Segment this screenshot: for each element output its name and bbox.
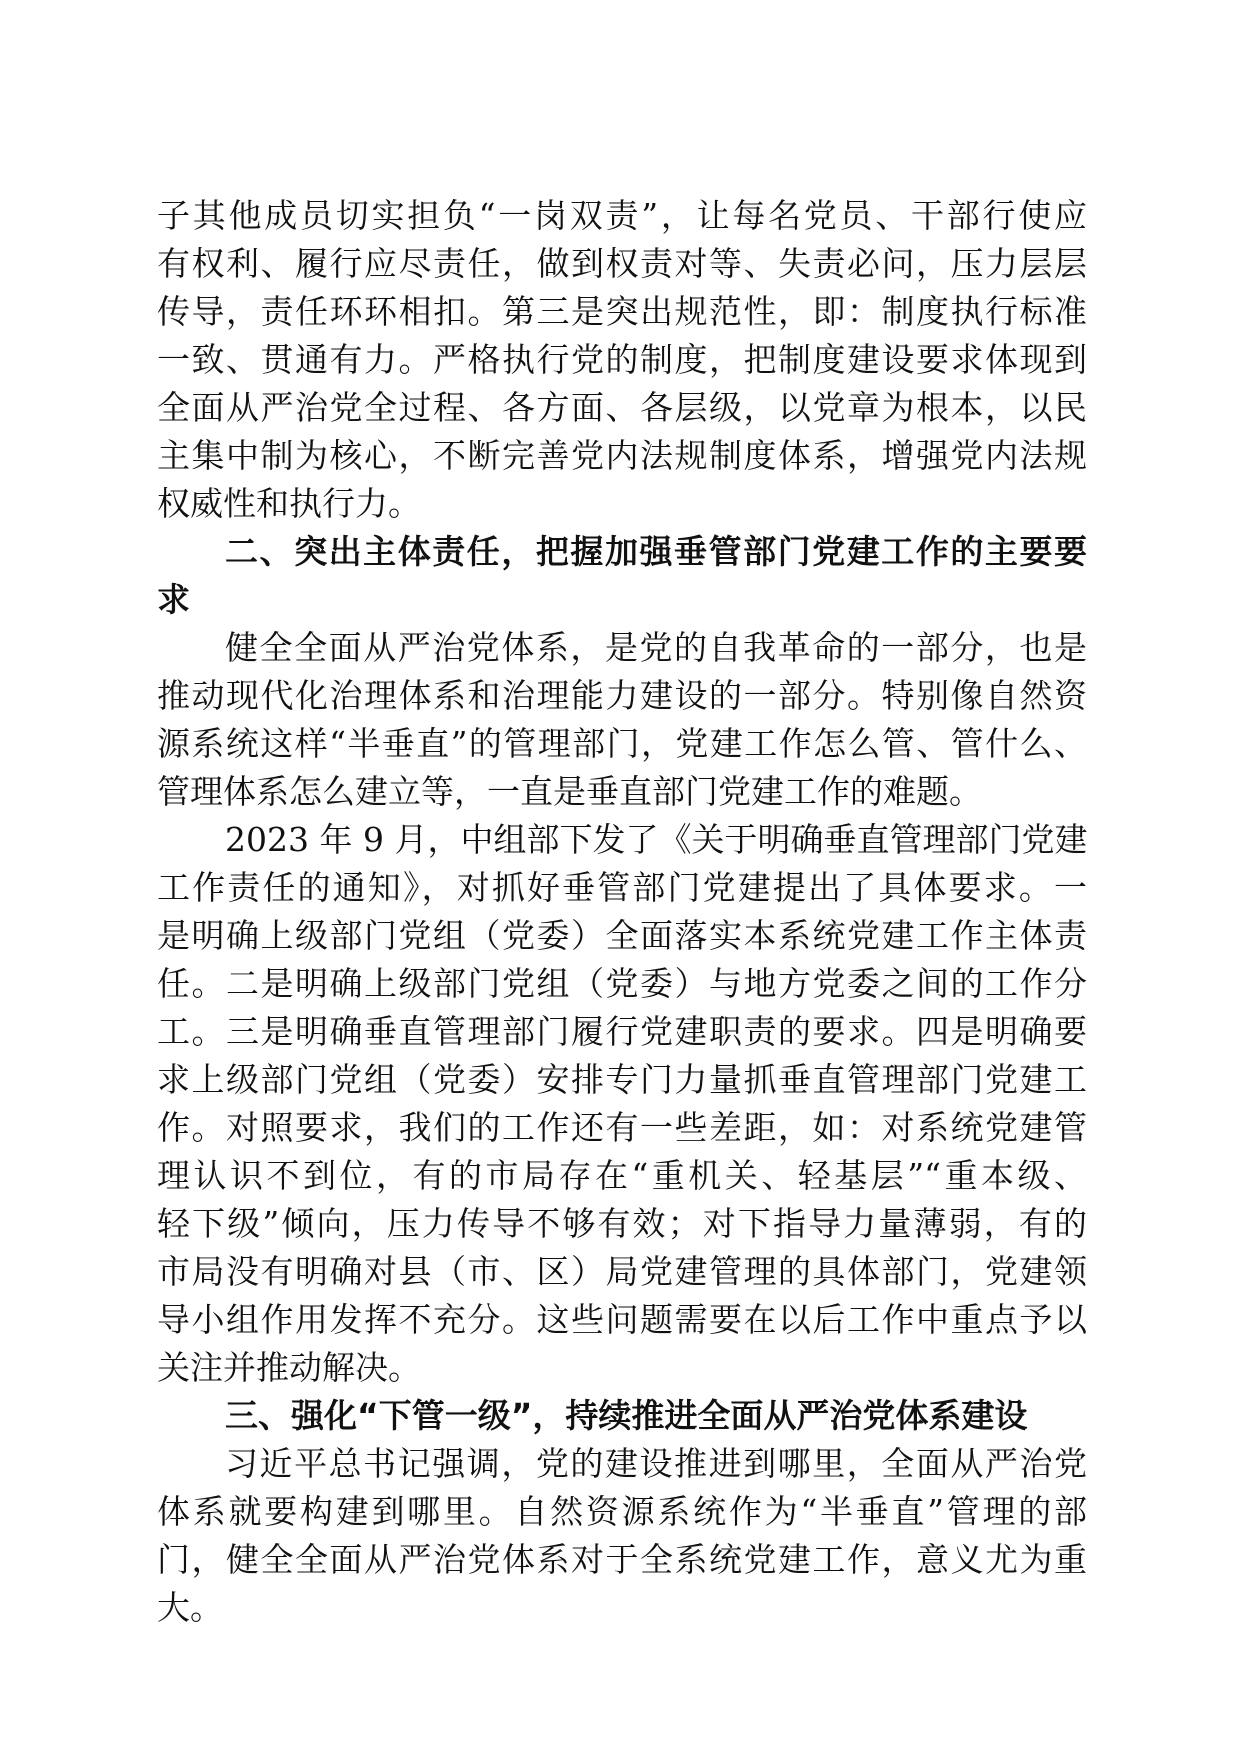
text-line: 2023 年 9 月，中组部下发了《关于明确垂直管理部门党建 [225,820,1088,859]
text-line: 体系就要构建到哪里。自然资源系统作为“半垂直”管理的部 [157,1492,1087,1531]
heading-line: 二、突出主体责任，把握加强垂管部门党建工作的主要要 [225,532,1087,571]
text-line: 是明确上级部门党组（党委）全面落实本系统党建工作主体责 [157,916,1087,955]
text-line: 导小组作用发挥不充分。这些问题需要在以后工作中重点予以 [157,1300,1087,1339]
paragraph-continuation [157,192,1087,528]
text-line: 子其他成员切实担负“一岗双责”，让每名党员、干部行使应 [157,196,1087,235]
text-line: 作。对照要求，我们的工作还有一些差距，如：对系统党建管 [157,1108,1087,1147]
text-line: 门，健全全面从严治党体系对于全系统党建工作，意义尤为重 [157,1540,1087,1579]
text-line: 主集中制为核心，不断完善党内法规制度体系，增强党内法规 [157,436,1087,475]
heading-line: 三、强化“下管一级”，持续推进全面从严治党体系建设 [225,1396,1028,1435]
text-line: 权威性和执行力。 [157,484,421,523]
text-line: 理认识不到位，有的市局存在“重机关、轻基层”“重本级、 [157,1156,1087,1195]
section-heading-2 [157,528,1087,624]
text-line: 任。二是明确上级部门党组（党委）与地方党委之间的工作分 [157,964,1087,1003]
text-line: 传导，责任环环相扣。第三是突出规范性，即：制度执行标准 [157,292,1087,331]
text-line: 市局没有明确对县（市、区）局党建管理的具体部门，党建领 [157,1252,1087,1291]
text-line: 全面从严治党全过程、各方面、各层级，以党章为根本，以民 [157,388,1087,427]
heading-line: 求 [157,580,190,619]
paragraph [157,1440,1087,1632]
text-line: 关注并推动解决。 [157,1348,421,1387]
text-line: 求上级部门党组（党委）安排专门力量抓垂直管理部门党建工 [157,1060,1087,1099]
paragraph [157,816,1087,1392]
text-line: 工作责任的通知》，对抓好垂管部门党建提出了具体要求。一 [157,868,1087,907]
text-line: 一致、贯通有力。严格执行党的制度，把制度建设要求体现到 [157,340,1087,379]
text-line: 管理体系怎么建立等，一直是垂直部门党建工作的难题。 [157,772,982,811]
text-line: 健全全面从严治党体系，是党的自我革命的一部分，也是 [225,628,1087,667]
text-line: 有权利、履行应尽责任，做到权责对等、失责必问，压力层层 [157,244,1087,283]
document-page [157,192,1087,1632]
text-line: 轻下级”倾向，压力传导不够有效；对下指导力量薄弱，有的 [157,1204,1087,1243]
text-line: 工。三是明确垂直管理部门履行党建职责的要求。四是明确要 [157,1012,1087,1051]
text-line: 推动现代化治理体系和治理能力建设的一部分。特别像自然资 [157,676,1087,715]
paragraph [157,624,1087,816]
text-line: 大。 [157,1588,223,1627]
text-line: 习近平总书记强调，党的建设推进到哪里，全面从严治党 [225,1444,1087,1483]
section-heading-3 [157,1392,1087,1440]
text-line: 源系统这样“半垂直”的管理部门，党建工作怎么管、管什么、 [157,724,1087,763]
